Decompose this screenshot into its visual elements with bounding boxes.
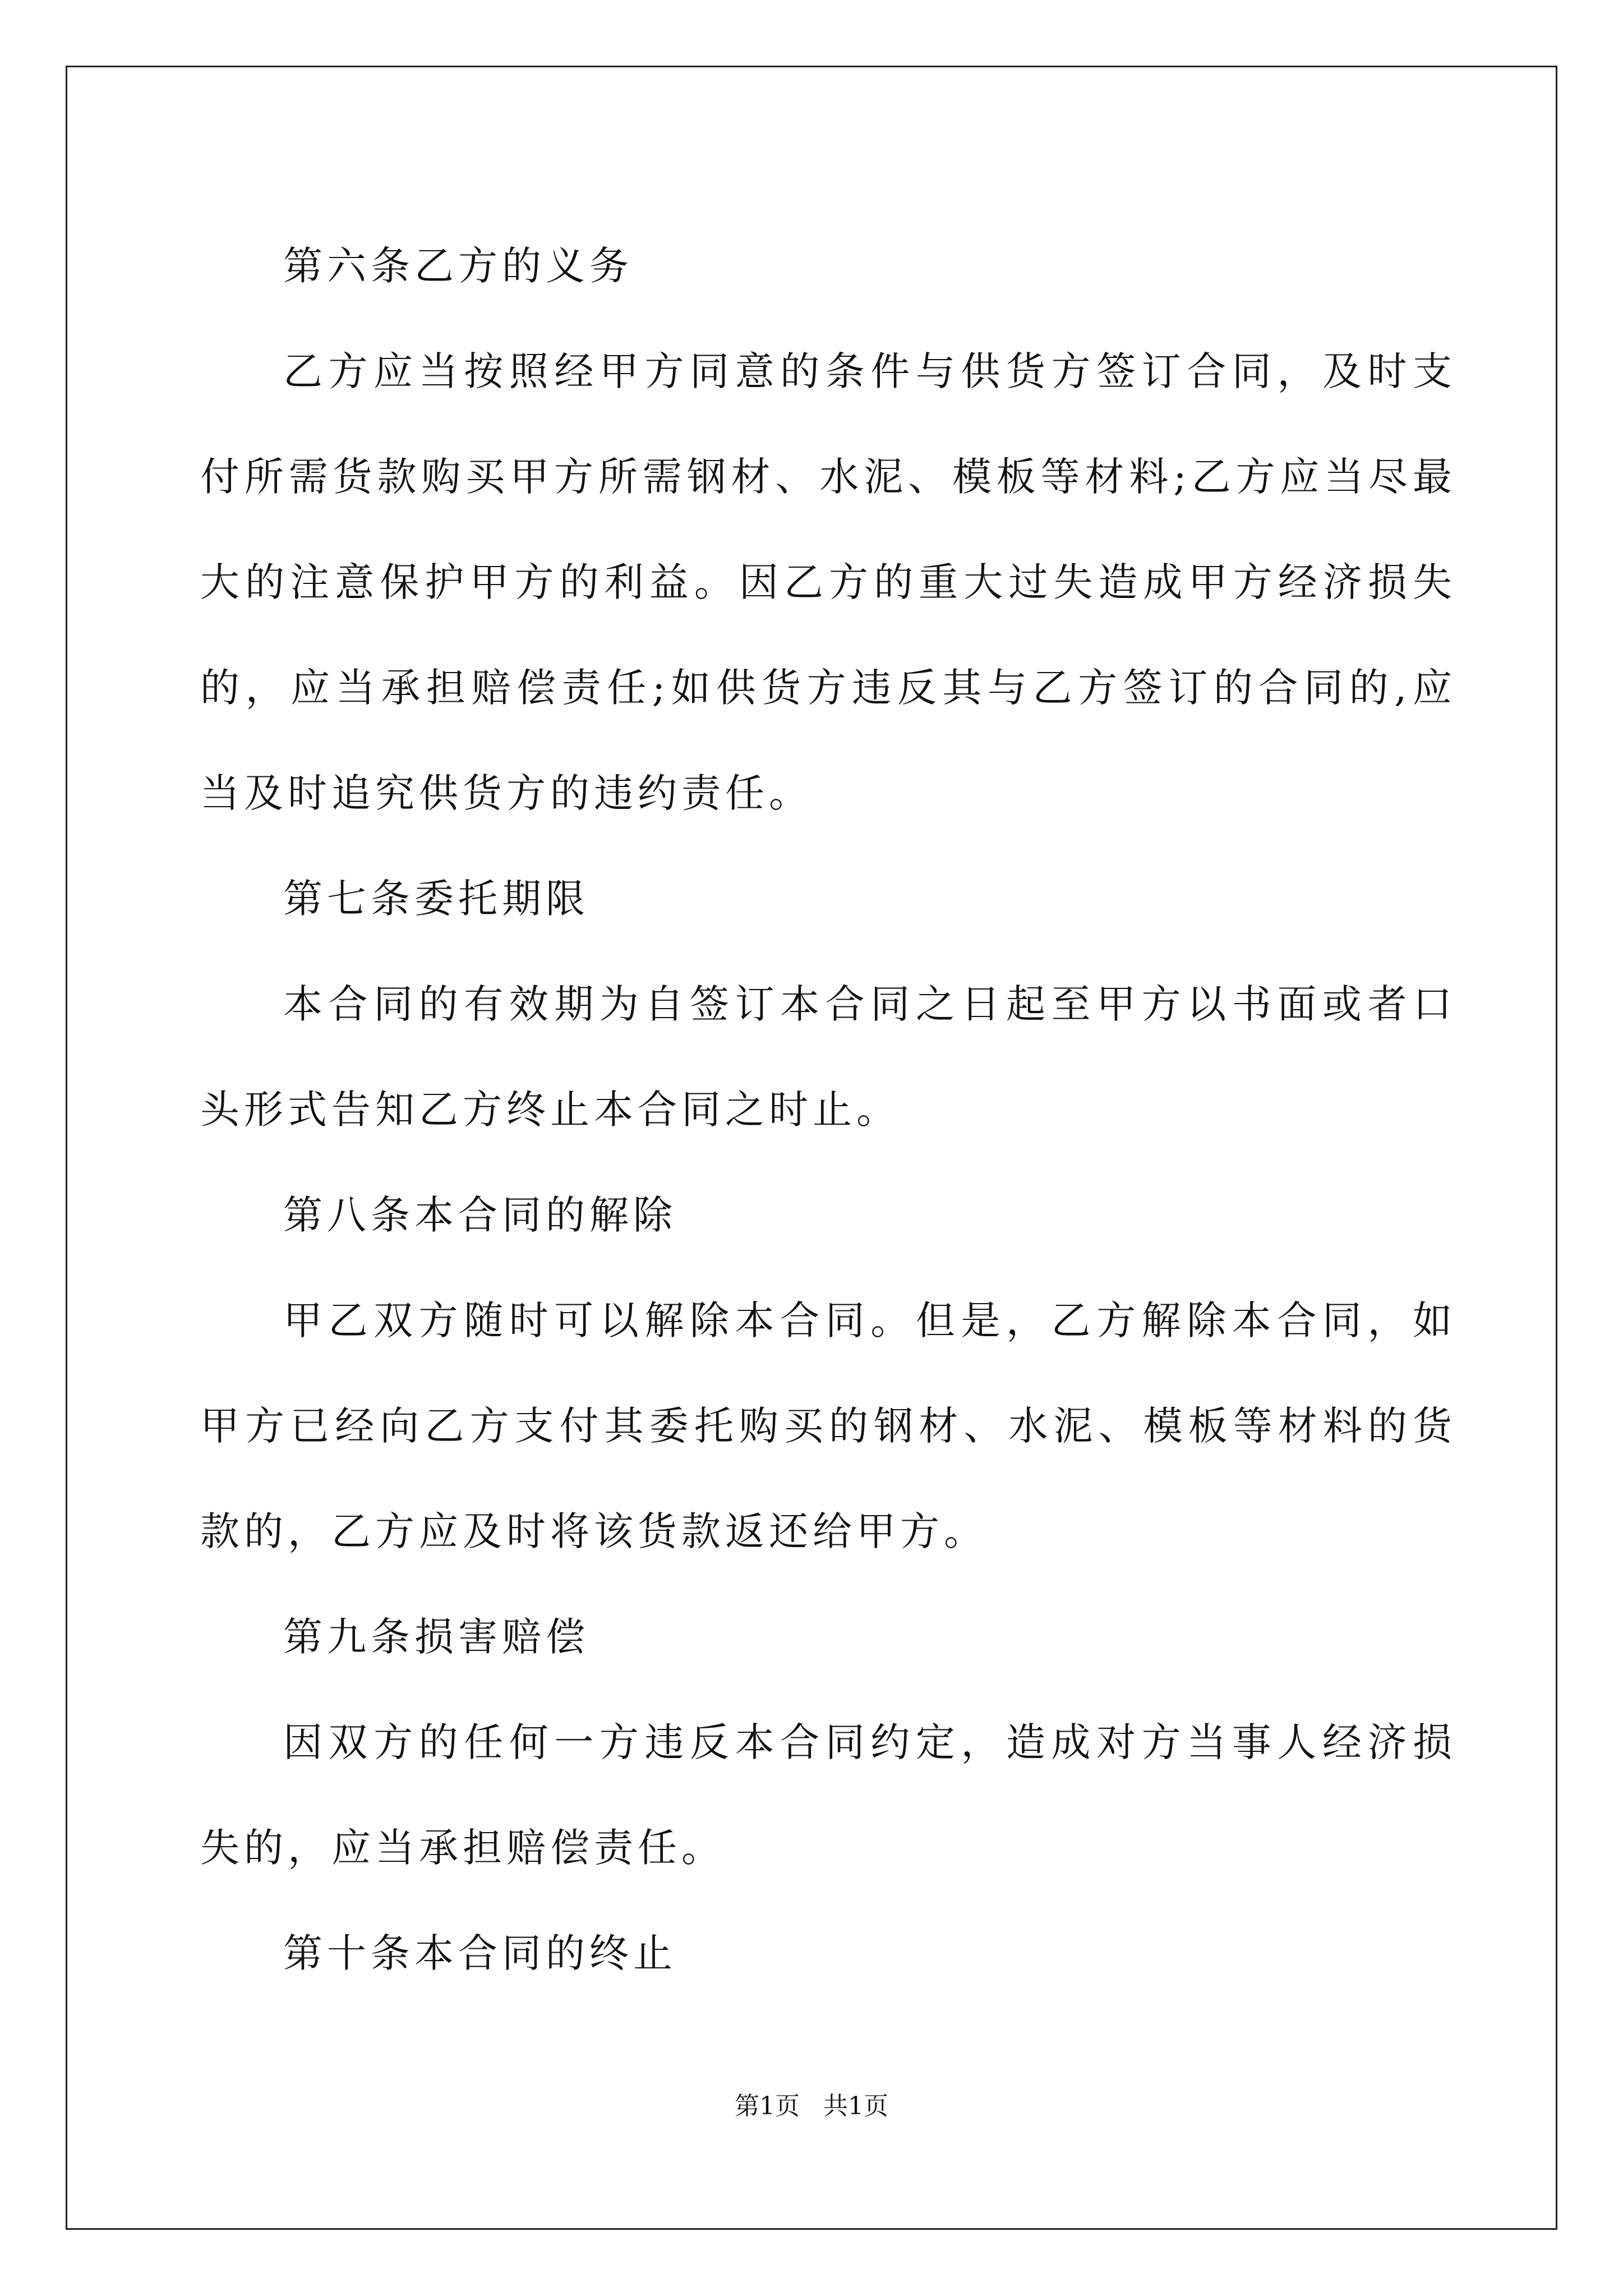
section-7-paragraph: 本合同的有效期为自签订本合同之日起至甲方以书面或者口头形式告知乙方终止本合同之时止。 — [200, 981, 1456, 1133]
document-body — [200, 213, 1456, 2006]
page-total: 共1页 — [823, 2092, 888, 2120]
page-number: 第1页 — [735, 2092, 800, 2120]
page-footer — [0, 2090, 1623, 2123]
section-9-heading: 第九条损害赔偿 — [283, 1614, 589, 1660]
section-9-paragraph: 因双方的任何一方违反本合同约定，造成对方当事人经济损失的，应当承担赔偿责任。 — [200, 1719, 1456, 1871]
section-10-heading: 第十条本合同的终止 — [283, 1930, 677, 1976]
section-8-paragraph: 甲乙双方随时可以解除本合同。但是，乙方解除本合同，如甲方已经向乙方支付其委托购买的钢材、水泥、模板等材料的货款的，乙方应及时将该货款返还给甲方。 — [200, 1297, 1456, 1554]
section-6-heading: 第六条乙方的义务 — [283, 243, 633, 289]
section-7-heading: 第七条委托期限 — [283, 876, 589, 922]
footer-spacer — [800, 2092, 823, 2120]
section-8-heading: 第八条本合同的解除 — [283, 1192, 677, 1238]
section-6-paragraph: 乙方应当按照经甲方同意的条件与供货方签订合同，及时支付所需货款购买甲方所需钢材、水泥、模板等材料;乙方应当尽最大的注意保护甲方的利益。因乙方的重大过失造成甲方经济损失的，应当承担赔偿责任;如供货方违反其与乙方签订的合同的,应当及时追究供货方的违约责任。 — [200, 348, 1456, 816]
